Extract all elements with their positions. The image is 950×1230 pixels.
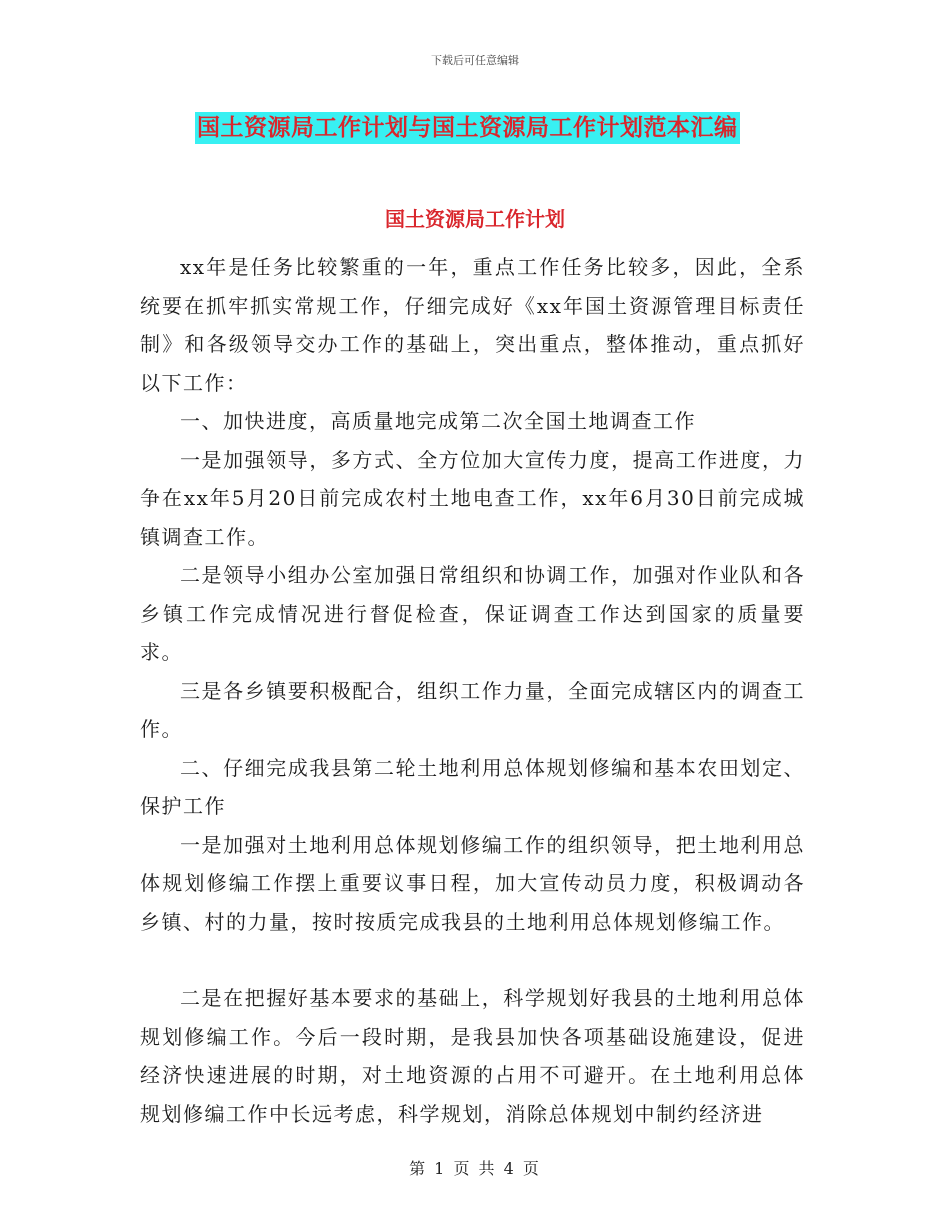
paragraph-heading-2: 二、仔细完成我县第二轮土地利用总体规划修编和基本农田划定、保护工作	[140, 755, 805, 818]
document-title: 国土资源局工作计划与国土资源局工作计划范本汇编	[195, 112, 740, 144]
paragraph-1-1: 一是加强领导，多方式、全方位加大宣传力度，提高工作进度，力争在xx年5月20日前完成农村土地电查工作，xx年6月30日前完成城镇调查工作。	[140, 447, 805, 549]
paragraph-2-2: 二是在把握好基本要求的基础上，科学规划好我县的土地利用总体规划修编工作。今后一段时期，是我县加快各项基础设施建设，促进经济快速进展的时期，对土地资源的占用不可避开。在土地利用总体规划修编工作中长远考虑，科学规划，消除总体规划中制约经济进	[140, 986, 805, 1126]
section-title: 国土资源局工作计划	[385, 207, 565, 231]
paragraph-2-1: 一是加强对土地利用总体规划修编工作的组织领导，把土地利用总体规划修编工作摆上重要议事日程，加大宣传动员力度，积极调动各乡镇、村的力量，按时按质完成我县的土地利用总体规划修编工作。	[140, 832, 805, 934]
paragraph-intro: xx年是任务比较繁重的一年，重点工作任务比较多，因此，全系统要在抓牢抓实常规工作，仔细完成好《xx年国土资源管理目标责任制》和各级领导交办工作的基础上，突出重点，整体推动，重点抓好以下工作：	[140, 255, 805, 395]
paragraph-heading-1: 一、加快进度，高质量地完成第二次全国土地调查工作	[180, 409, 696, 433]
paragraph-1-2: 二是领导小组办公室加强日常组织和协调工作，加强对作业队和各乡镇工作完成情况进行督促检查，保证调查工作达到国家的质量要求。	[140, 563, 805, 664]
document-body	[140, 248, 805, 1133]
page-footer: 第 1 页 共 4 页	[409, 1159, 541, 1178]
header-note: 下载后可任意编辑	[431, 54, 519, 67]
paragraph-1-3: 三是各乡镇要积极配合，组织工作力量，全面完成辖区内的调查工作。	[140, 678, 805, 741]
